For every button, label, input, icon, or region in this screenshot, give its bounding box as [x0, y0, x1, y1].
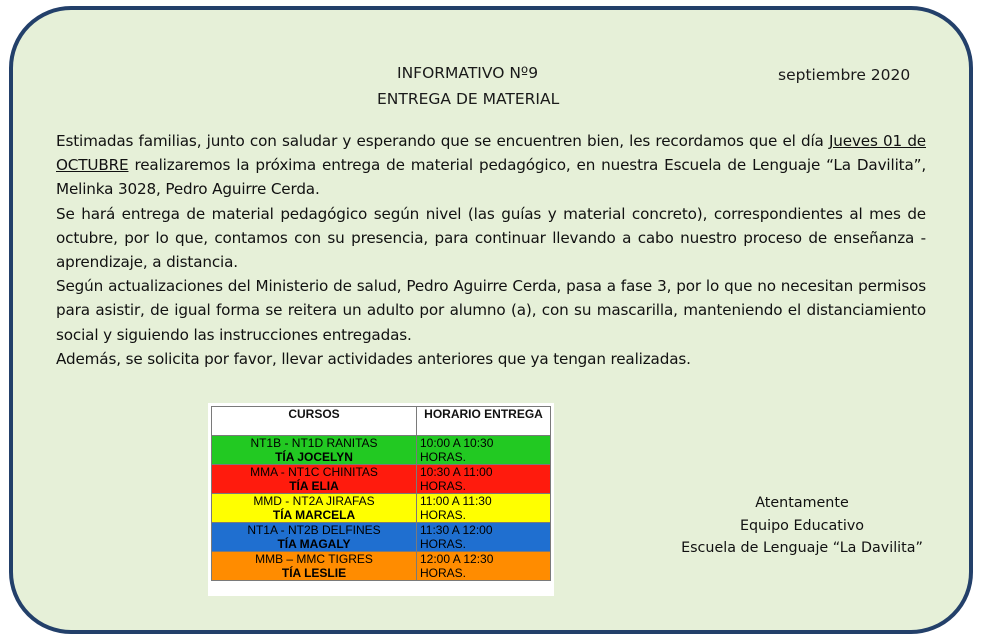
course-names: NT1A - NT2B DELFINES: [247, 523, 381, 537]
table-row: [212, 436, 551, 465]
table-row: [212, 552, 551, 581]
signature-closing: Atentamente: [755, 495, 849, 511]
time-range: 11:00 A 11:30: [420, 494, 492, 508]
time-range: 10:00 A 10:30: [420, 436, 494, 450]
schedule-header-row: [212, 407, 551, 436]
teacher-name: TÍA LESLIE: [281, 566, 347, 580]
time-cell: [417, 552, 551, 581]
course-cell: [212, 465, 417, 494]
schedule-table: [208, 403, 554, 596]
paragraph-health-update: Según actualizaciones del Ministerio de salud, Pedro Aguirre Cerda, pasa a fase 3, por lo que no necesitan permisos para asistir, de igual forma se reitera un adulto por alumno (a), con su mascarilla, manteniendo el distanciamiento social y siguiendo las instrucciones entregadas.: [56, 277, 926, 344]
notice-subtitle: ENTREGA DE MATERIAL: [377, 90, 560, 108]
signature-school: Escuela de Lenguaje “La Davilita”: [681, 540, 923, 556]
signature-team: Equipo Educativo: [739, 517, 865, 534]
table-row: [212, 494, 551, 523]
time-range: 12:00 A 12:30: [420, 552, 494, 566]
course-cell: [212, 523, 417, 552]
teacher-name: TÍA JOCELYN: [275, 450, 353, 464]
course-names: MMA - NT1C CHINITAS: [250, 465, 378, 479]
signature-block: [660, 492, 944, 560]
paragraph-text: Estimadas familias, junto con saludar y esperando que se encuentren bien, les recordamos que el día: [56, 132, 829, 150]
header-schedule: HORARIO ENTREGA: [417, 407, 551, 436]
time-unit: HORAS.: [420, 450, 467, 464]
teacher-name: TÍA MAGALY: [277, 537, 351, 551]
notice-title: INFORMATIVO Nº9: [397, 64, 539, 82]
time-range: 11:30 A 12:00: [420, 523, 493, 537]
notice-body: [56, 129, 926, 371]
paragraph-delivery-date: [56, 129, 926, 202]
table-row: [212, 523, 551, 552]
time-unit: HORAS.: [420, 566, 467, 580]
time-cell: [417, 436, 551, 465]
teacher-name: TÍA ELIA: [289, 479, 339, 493]
time-unit: HORAS.: [420, 479, 467, 493]
course-cell: [212, 436, 417, 465]
time-unit: HORAS.: [420, 537, 467, 551]
time-range: 10:30 A 11:00: [420, 465, 493, 479]
course-cell: [212, 552, 417, 581]
highlighted-date: Jueves 01 de OCTUBRE: [56, 132, 927, 175]
teacher-name: TÍA MARCELA: [272, 508, 356, 522]
course-names: NT1B - NT1D RANITAS: [250, 436, 378, 450]
course-names: MMD - NT2A JIRAFAS: [253, 494, 375, 508]
time-unit: HORAS.: [420, 508, 467, 522]
notice-date: septiembre 2020: [778, 66, 911, 84]
time-cell: [417, 494, 551, 523]
time-cell: [417, 465, 551, 494]
paragraph-request: Además, se solicita por favor, llevar actividades anteriores que ya tengan realizadas.: [56, 349, 691, 368]
course-cell: [212, 494, 417, 523]
table-row: [212, 465, 551, 494]
header-courses: CURSOS: [212, 407, 417, 436]
time-cell: [417, 523, 551, 552]
course-names: MMB – MMC TIGRES: [255, 552, 373, 566]
paragraph-text: realizaremos la próxima entrega de material pedagógico, en nuestra Escuela de Lenguaje “La Davilita”, Melinka 3028, Pedro Aguirre Cerda.: [56, 156, 926, 199]
paragraph-material: Se hará entrega de material pedagógico según nivel (las guías y material concreto), correspondientes al mes de octubre, por lo que, contamos con su presencia, para continuar llevando a cabo nuestro proceso de enseñanza - aprendizaje, a distancia.: [56, 204, 926, 272]
